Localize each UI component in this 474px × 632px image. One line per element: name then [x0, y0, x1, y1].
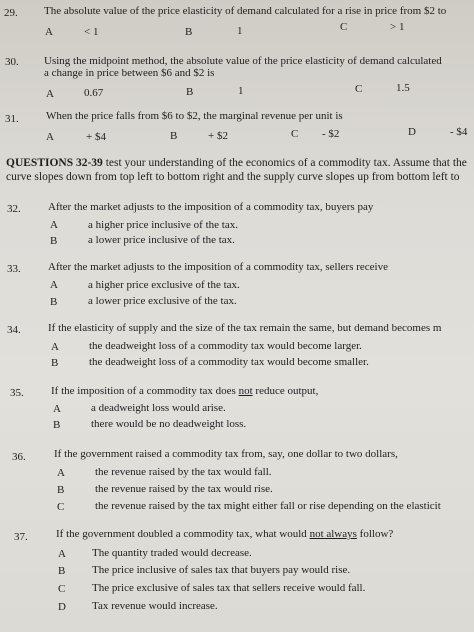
question-stem: After the market adjusts to the imposition of a commodity tax, buyers pay: [48, 201, 374, 213]
option-letter: C: [340, 21, 348, 33]
option-text: a lower price inclusive of the tax.: [88, 234, 235, 246]
option-text: - $2: [322, 128, 340, 140]
question-stem: [56, 528, 393, 541]
option-letter: A: [50, 279, 58, 291]
stem-part: follow?: [356, 528, 394, 540]
option-letter: D: [58, 601, 66, 613]
question-number: 32.: [7, 203, 21, 215]
option-letter: B: [170, 130, 178, 142]
option-letter: D: [408, 126, 416, 138]
option-text: the deadweight loss of a commodity tax would become larger.: [89, 340, 362, 352]
option-text: The price exclusive of sales tax that sellers receive would fall.: [92, 582, 366, 594]
question-stem: If the elasticity of supply and the size of the tax remain the same, but demand becomes m: [48, 322, 442, 334]
option-text: a higher price exclusive of the tax.: [88, 279, 240, 291]
option-text: a deadweight loss would arise.: [91, 402, 226, 414]
section-line-2: curve slopes down from top left to bottom right and the supply curve slopes up from bottom left to: [6, 171, 460, 183]
option-letter: B: [50, 235, 58, 247]
question-number: 34.: [7, 324, 21, 336]
option-letter: A: [50, 219, 58, 231]
question-stem: The absolute value of the price elasticity of demand calculated for a rise in price from $2 to: [44, 5, 447, 17]
question-stem: If the government raised a commodity tax from, say, one dollar to two dollars,: [54, 448, 398, 460]
option-text: > 1: [390, 21, 405, 33]
option-letter: A: [57, 467, 65, 479]
option-text: Tax revenue would increase.: [92, 600, 218, 612]
question-number: 30.: [5, 56, 19, 68]
option-text: + $2: [208, 130, 228, 142]
option-letter: B: [186, 86, 194, 98]
stem-part: If the imposition of a commodity tax does: [51, 385, 239, 397]
section-label: QUESTIONS 32-39: [6, 157, 103, 169]
stem-emphasis: not: [238, 385, 253, 397]
stem-emphasis: not always: [309, 528, 357, 540]
option-letter: C: [291, 128, 299, 140]
option-letter: B: [50, 296, 58, 308]
option-text: 0.67: [84, 87, 104, 99]
option-letter: B: [53, 419, 61, 431]
question-number: 36.: [12, 451, 26, 463]
option-text: there would be no deadweight loss.: [91, 418, 247, 430]
option-letter: A: [46, 88, 54, 100]
option-text: 1: [238, 85, 244, 97]
option-text: a lower price exclusive of the tax.: [88, 295, 237, 307]
option-text: a higher price inclusive of the tax.: [88, 219, 238, 231]
stem-part: reduce output,: [252, 385, 319, 397]
option-text: the revenue raised by the tax would rise.: [95, 483, 273, 495]
option-text: the deadweight loss of a commodity tax would become smaller.: [89, 356, 369, 368]
question-stem: [51, 385, 318, 398]
option-letter: B: [185, 26, 193, 38]
option-text: The price inclusive of sales tax that buyers pay would rise.: [92, 564, 351, 576]
question-stem-line-2: a change in price between $6 and $2 is: [44, 67, 215, 79]
option-text: The quantity traded would decrease.: [92, 547, 252, 559]
option-letter: C: [355, 83, 363, 95]
option-letter: B: [51, 357, 59, 369]
option-letter: B: [58, 565, 66, 577]
question-number: 37.: [14, 531, 28, 543]
option-letter: A: [53, 403, 61, 415]
option-letter: A: [58, 548, 66, 560]
option-text: + $4: [86, 131, 106, 143]
option-letter: B: [57, 484, 65, 496]
section-line-1: [6, 157, 467, 170]
option-letter: C: [58, 583, 66, 595]
option-text: the revenue raised by the tax would fall.: [95, 466, 272, 478]
option-text: the revenue raised by the tax might either fall or rise depending on the elasticit: [95, 500, 441, 512]
question-stem: When the price falls from $6 to $2, the marginal revenue per unit is: [46, 110, 343, 122]
option-letter: A: [46, 131, 54, 143]
stem-part: If the government doubled a commodity tax, what would: [56, 528, 310, 540]
question-stem: After the market adjusts to the imposition of a commodity tax, sellers receive: [48, 261, 388, 273]
question-number: 29.: [4, 7, 18, 19]
option-letter: A: [45, 26, 53, 38]
question-stem-line-1: Using the midpoint method, the absolute value of the price elasticity of demand calculated: [44, 55, 442, 67]
section-text: test your understanding of the economics of a commodity tax. Assume that the: [102, 157, 467, 169]
question-number: 31.: [5, 113, 19, 125]
option-letter: A: [51, 341, 59, 353]
question-number: 33.: [7, 263, 21, 275]
option-letter: C: [57, 501, 65, 513]
option-text: 1.5: [396, 82, 410, 94]
option-text: 1: [237, 25, 243, 37]
option-text: - $4: [450, 126, 468, 138]
question-number: 35.: [10, 387, 24, 399]
option-text: < 1: [84, 26, 99, 38]
